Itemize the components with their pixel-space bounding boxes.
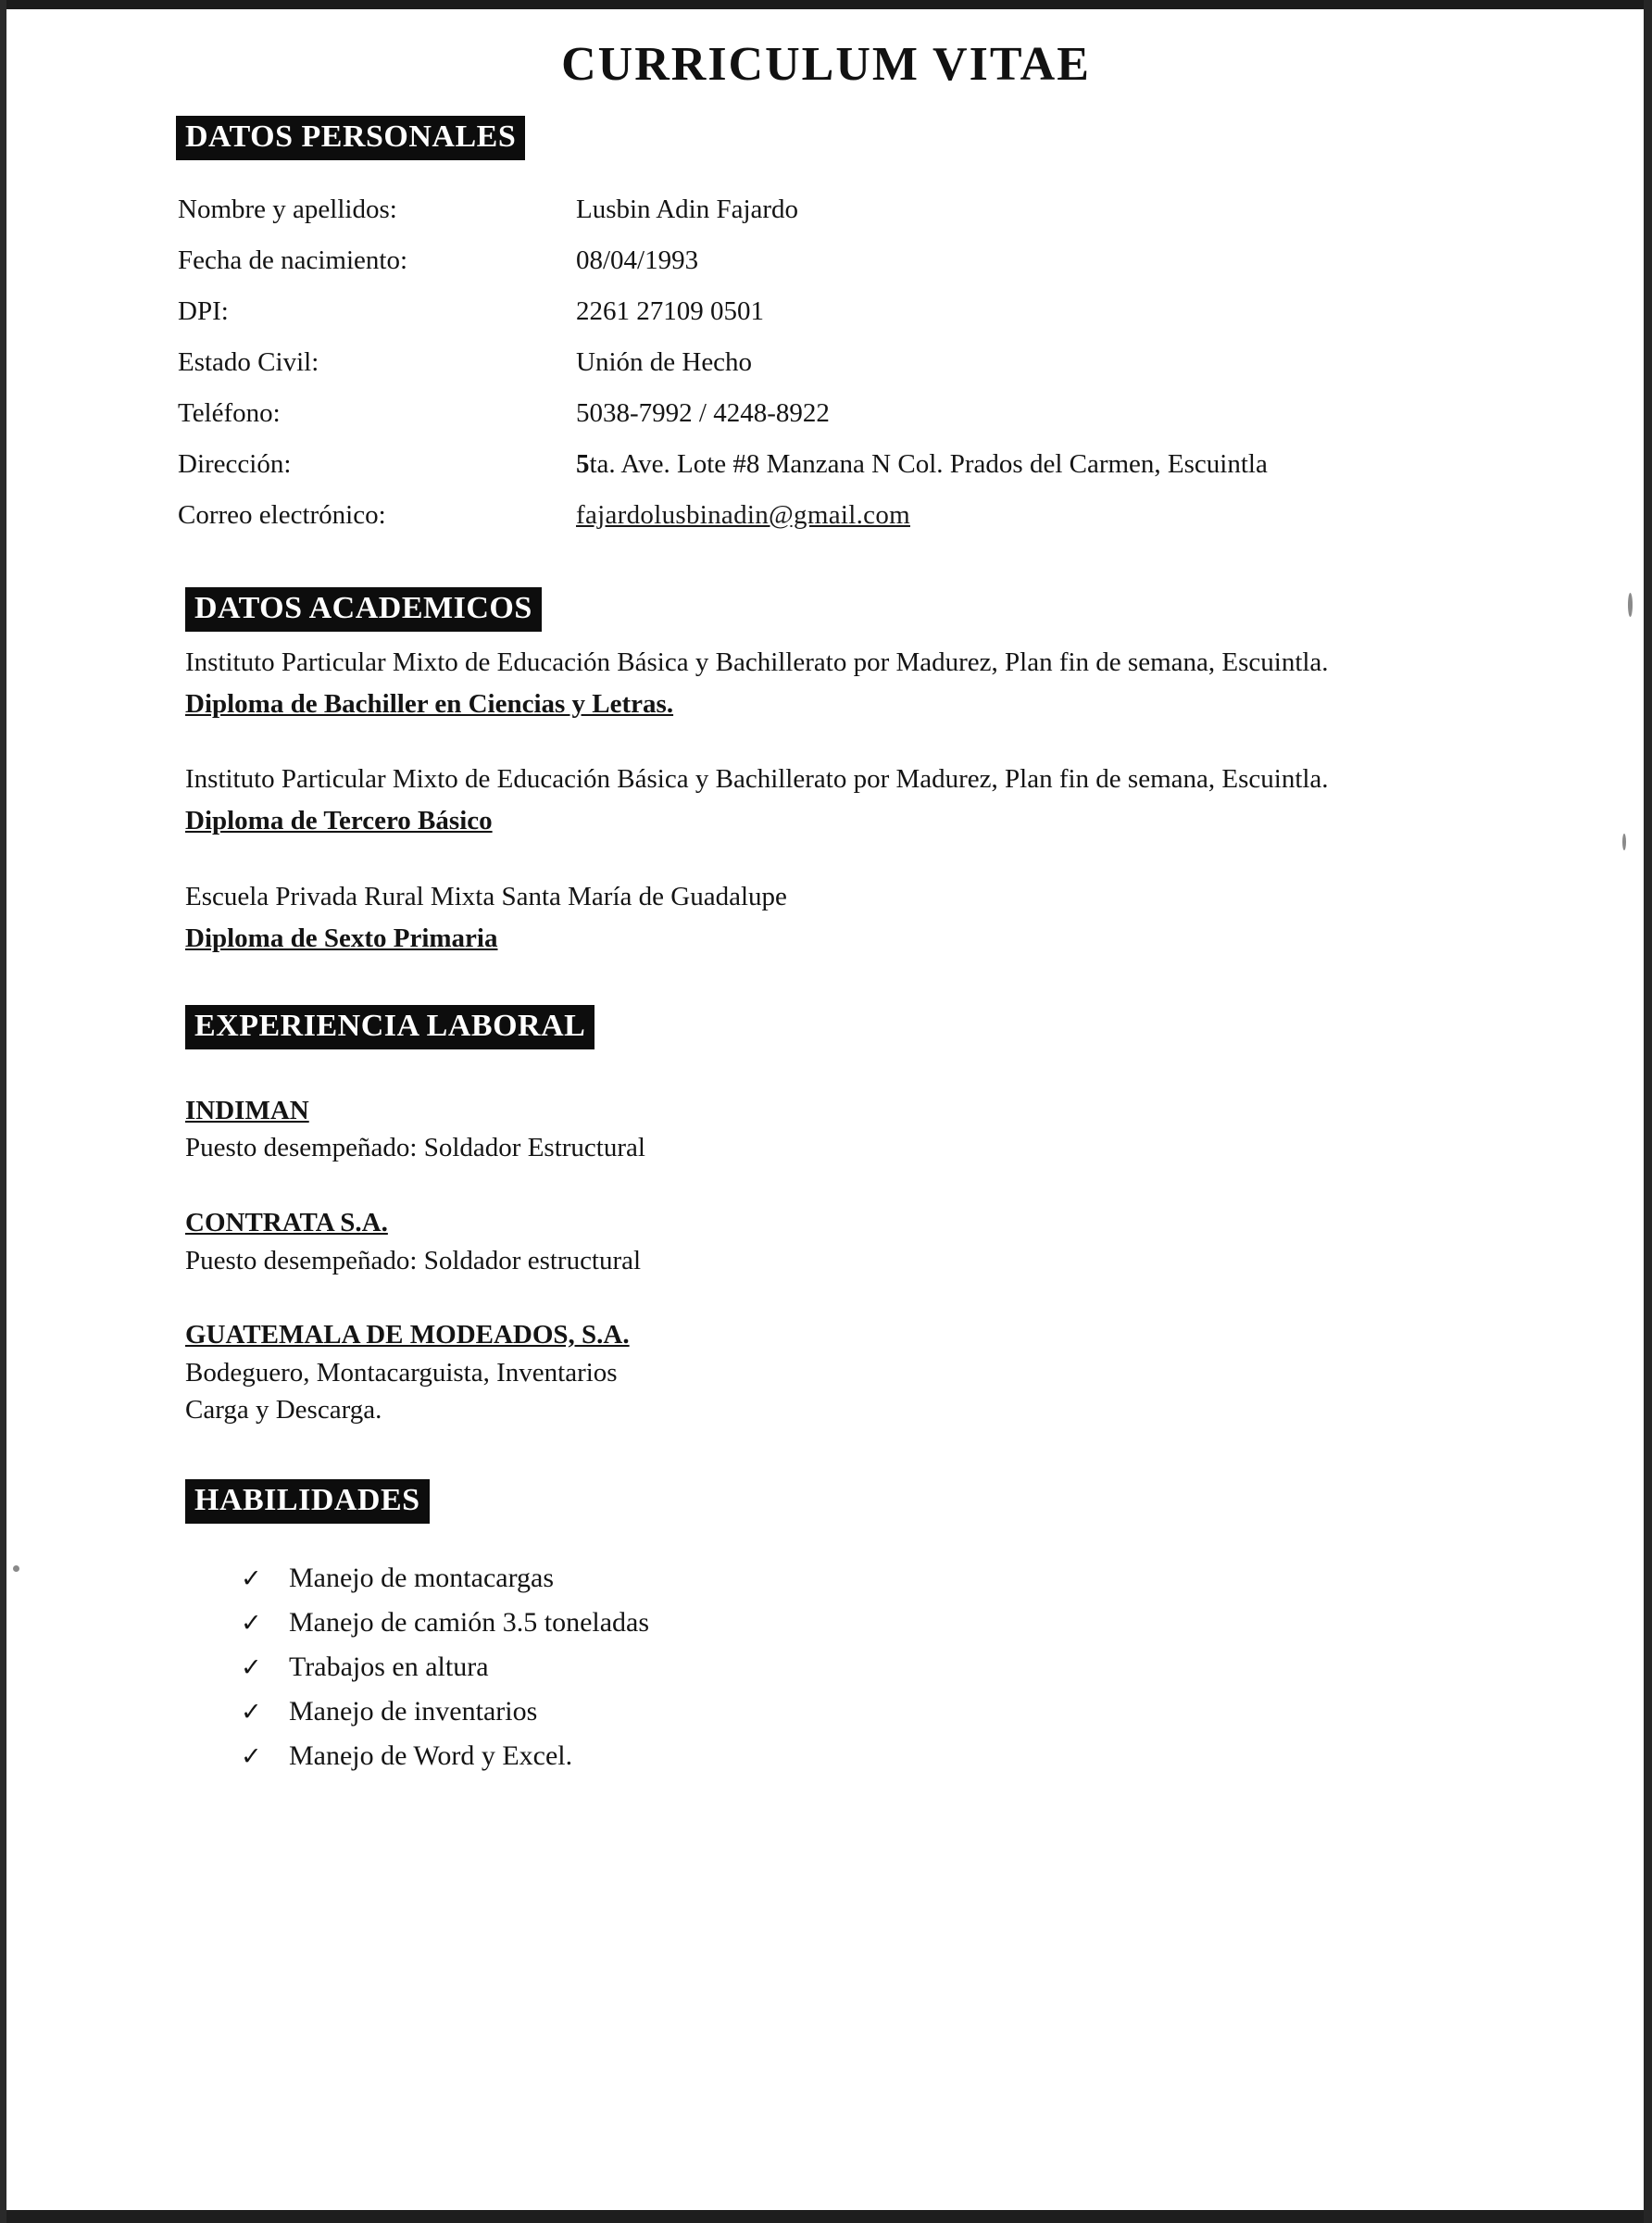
section-datos-academicos bbox=[185, 587, 1652, 632]
skill-label: Trabajos en altura bbox=[289, 1652, 489, 1682]
email-link[interactable]: fajardolusbinadin@gmail.com bbox=[576, 500, 910, 530]
check-icon: ✓ bbox=[241, 1609, 262, 1637]
experience-entry bbox=[185, 1204, 1417, 1279]
list-item bbox=[241, 1563, 1652, 1594]
experience-company: CONTRATA S.A. bbox=[185, 1208, 388, 1238]
experience-entry bbox=[185, 1092, 1417, 1167]
field-value-address bbox=[576, 439, 1268, 490]
list-item bbox=[241, 1696, 1652, 1727]
table-row bbox=[178, 388, 1268, 439]
list-item bbox=[241, 1740, 1652, 1772]
experience-company: GUATEMALA DE MODEADOS, S.A. bbox=[185, 1320, 630, 1350]
table-row bbox=[178, 286, 1268, 337]
check-icon: ✓ bbox=[241, 1698, 262, 1726]
education-entry bbox=[185, 645, 1417, 722]
experience-role: Puesto desempeñado: Soldador estructural bbox=[185, 1245, 642, 1275]
table-row bbox=[178, 439, 1268, 490]
list-item bbox=[241, 1652, 1652, 1683]
address-initial: 5 bbox=[576, 449, 590, 479]
field-label: Correo electrónico: bbox=[178, 500, 386, 530]
page-title: CURRICULUM VITAE bbox=[561, 38, 1091, 91]
check-icon: ✓ bbox=[241, 1742, 262, 1770]
education-institution: Escuela Privada Rural Mixta Santa María de Guadalupe bbox=[185, 881, 787, 911]
field-label: Fecha de nacimiento: bbox=[178, 245, 408, 275]
skill-label: Manejo de montacargas bbox=[289, 1563, 555, 1593]
list-item bbox=[241, 1607, 1652, 1639]
section-habilidades bbox=[185, 1479, 1652, 1524]
personal-data-table bbox=[178, 184, 1268, 541]
field-value-email bbox=[576, 490, 1268, 541]
table-row bbox=[178, 184, 1268, 235]
experience-role: Bodeguero, Montacarguista, Inventarios bbox=[185, 1357, 618, 1388]
check-icon: ✓ bbox=[241, 1653, 262, 1681]
section-experiencia-laboral bbox=[185, 1005, 1652, 1049]
education-institution: Instituto Particular Mixto de Educación Básica y Bachillerato por Madurez, Plan fin de semana, Escuintla. bbox=[185, 647, 1329, 677]
field-label: Nombre y apellidos: bbox=[178, 195, 397, 224]
section-heading-personales: DATOS PERSONALES bbox=[176, 116, 525, 160]
skills-list bbox=[241, 1563, 1652, 1772]
section-heading-experiencia: EXPERIENCIA LABORAL bbox=[185, 1005, 594, 1049]
skill-label: Manejo de inventarios bbox=[289, 1696, 538, 1727]
education-entry bbox=[185, 879, 1417, 957]
experience-company: INDIMAN bbox=[185, 1095, 309, 1125]
education-diploma: Diploma de Sexto Primaria bbox=[185, 923, 498, 953]
field-value: 5038-7992 / 4248-8922 bbox=[576, 398, 830, 428]
table-row bbox=[178, 337, 1268, 388]
skill-label: Manejo de camión 3.5 toneladas bbox=[289, 1607, 650, 1638]
section-heading-academicos: DATOS ACADEMICOS bbox=[185, 587, 542, 632]
field-value: 08/04/1993 bbox=[576, 245, 699, 275]
field-label: Dirección: bbox=[178, 449, 292, 479]
field-label: Estado Civil: bbox=[178, 347, 319, 377]
experience-entry bbox=[185, 1316, 1417, 1429]
section-datos-personales bbox=[176, 116, 1652, 160]
experience-role: Puesto desempeñado: Soldador Estructural bbox=[185, 1133, 645, 1163]
check-icon: ✓ bbox=[241, 1564, 262, 1592]
table-row bbox=[178, 490, 1268, 541]
field-label: Teléfono: bbox=[178, 398, 281, 428]
skill-label: Manejo de Word y Excel. bbox=[289, 1740, 573, 1771]
education-diploma: Diploma de Tercero Básico bbox=[185, 806, 493, 836]
field-value: Lusbin Adin Fajardo bbox=[576, 195, 799, 224]
table-row bbox=[178, 235, 1268, 286]
education-entry bbox=[185, 761, 1417, 839]
section-heading-habilidades: HABILIDADES bbox=[185, 1479, 430, 1524]
experience-role-secondary: Carga y Descarga. bbox=[185, 1395, 382, 1425]
education-institution: Instituto Particular Mixto de Educación Básica y Bachillerato por Madurez, Plan fin de semana, Escuintla. bbox=[185, 764, 1329, 795]
field-value: Unión de Hecho bbox=[576, 347, 753, 377]
field-label: DPI: bbox=[178, 296, 229, 326]
field-value: 2261 27109 0501 bbox=[576, 296, 764, 326]
education-diploma: Diploma de Bachiller en Ciencias y Letras. bbox=[185, 689, 674, 720]
address-rest: ta. Ave. Lote #8 Manzana N Col. Prados del Carmen, Escuintla bbox=[589, 449, 1268, 479]
